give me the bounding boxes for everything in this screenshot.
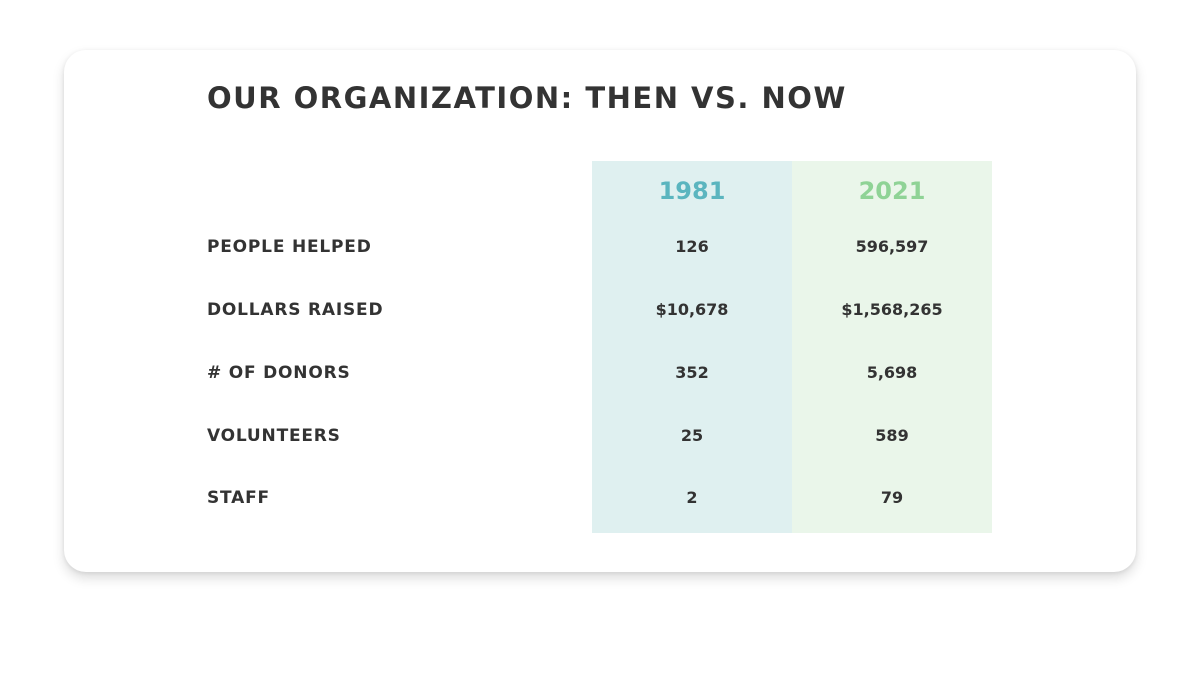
row-label: STAFF [207,488,270,508]
value-2021: 79 [880,488,904,507]
value-1981: 126 [675,237,709,256]
value-1981: 352 [675,363,709,382]
value-1981: 25 [680,426,704,445]
row-label: DOLLARS RAISED [207,300,384,320]
table-row [64,424,1136,448]
value-2021: 589 [875,426,909,445]
value-1981: 2 [686,488,698,507]
table-row [64,361,1136,385]
column-1981-background [592,161,792,533]
row-label: VOLUNTEERS [207,426,341,446]
value-1981: $10,678 [655,300,729,319]
column-header-1981: 1981 [658,177,726,205]
column-header-2021: 2021 [858,177,926,205]
page-title: OUR ORGANIZATION: THEN VS. NOW [207,81,847,115]
table-row [64,298,1136,322]
table-row [64,486,1136,510]
comparison-card [64,50,1136,572]
value-2021: 596,597 [855,237,929,256]
value-2021: $1,568,265 [841,300,943,319]
value-2021: 5,698 [866,363,918,382]
table-row [64,235,1136,259]
row-label: PEOPLE HELPED [207,237,372,257]
row-label: # OF DONORS [207,363,351,383]
column-2021-background [792,161,992,533]
